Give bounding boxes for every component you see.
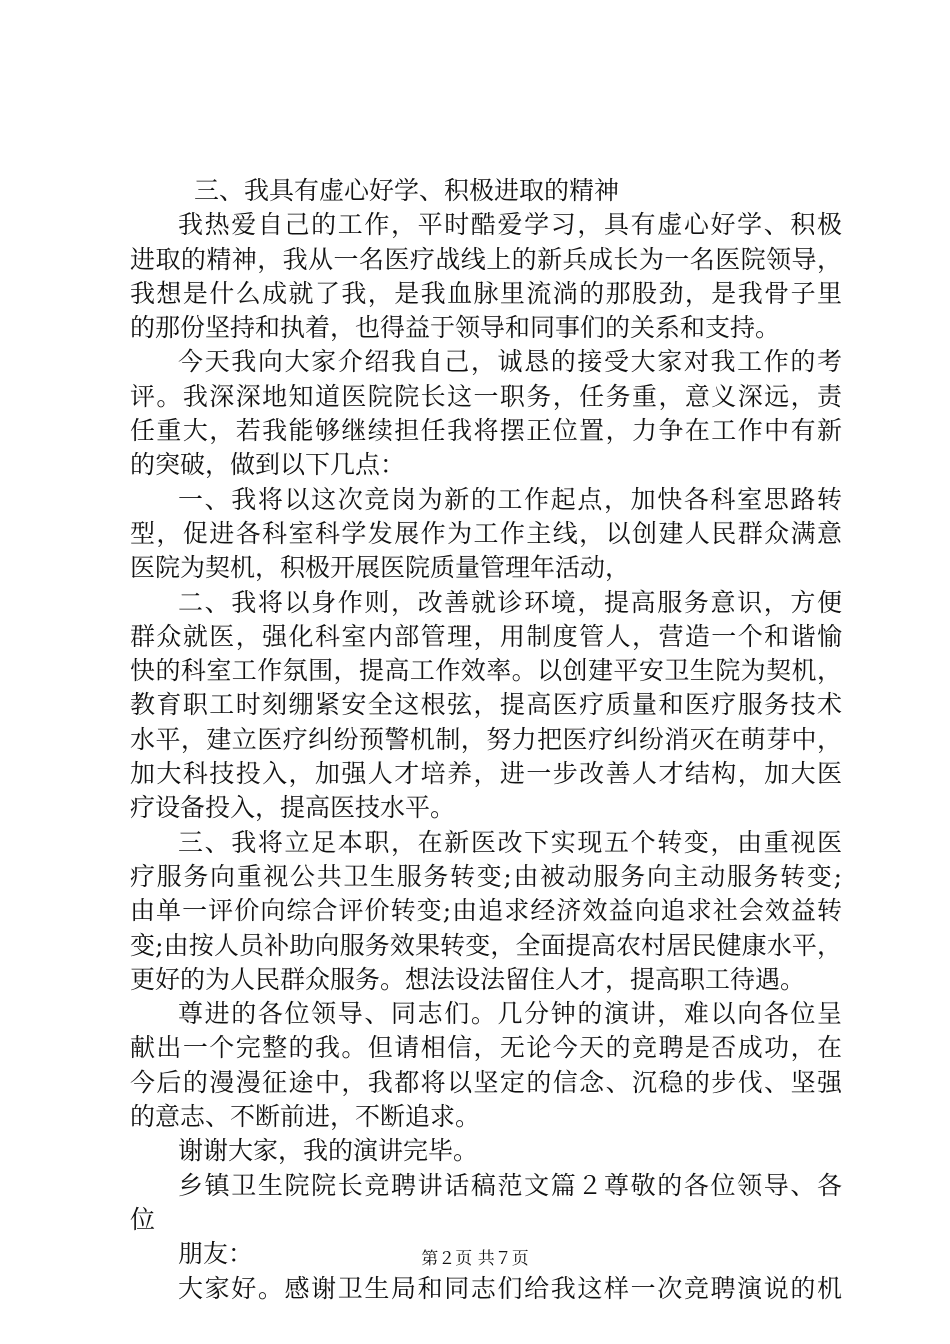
text-line: 任重大，若我能够继续担任我将摆正位置，力争在工作中有新	[130, 416, 842, 446]
text-line: 变;由按人员补助向服务效果转变，全面提高农村居民健康水平，	[130, 930, 842, 960]
text-line: 教育职工时刻绷紧安全这根弦，提高医疗质量和医疗服务技术	[130, 690, 842, 720]
text-line: 由单一评价向综合评价转变;由追求经济效益向追求社会效益转	[130, 896, 842, 926]
text-line: 乡镇卫生院院长竞聘讲话稿范文篇２尊敬的各位领导、各	[178, 1170, 842, 1200]
text-line: 献出一个完整的我。但请相信，无论今天的竞聘是否成功，在	[130, 1033, 842, 1063]
text-line: 的那份坚持和执着，也得益于领导和同事们的关系和支持。	[130, 313, 781, 343]
document-body	[130, 174, 842, 1306]
text-line: 我想是什么成就了我，是我血脉里流淌的那股劲，是我骨子里	[130, 278, 842, 308]
text-line: 三、我将立足本职，在新医改下实现五个转变，由重视医	[178, 827, 842, 857]
text-line: 尊进的各位领导、同志们。几分钟的演讲，难以向各位呈	[178, 999, 842, 1029]
text-line: 今天我向大家介绍我自己，诚恳的接受大家对我工作的考	[178, 347, 842, 377]
text-line: 谢谢大家，我的演讲完毕。	[178, 1136, 479, 1166]
text-line: 水平，建立医疗纠纷预警机制，努力把医疗纠纷消灭在萌芽中，	[130, 724, 842, 754]
text-line: 的突破，做到以下几点：	[130, 450, 406, 480]
text-line: 疗服务向重视公共卫生服务转变;由被动服务向主动服务转变;	[130, 861, 842, 891]
text-line: 加大科技投入，加强人才培养，进一步改善人才结构，加大医	[130, 759, 842, 789]
text-line: 我热爱自己的工作，平时酷爱学习，具有虚心好学、积极	[178, 210, 842, 240]
text-line: 快的科室工作氛围，提高工作效率。以创建平安卫生院为契机，	[130, 656, 842, 686]
page-number-footer: 第２页 共７页	[421, 1249, 529, 1269]
text-line: 今后的漫漫征途中，我都将以坚定的信念、沉稳的步伐、坚强	[130, 1067, 842, 1097]
text-line: 更好的为人民群众服务。想法设法留住人才，提高职工待遇。	[130, 964, 806, 994]
text-line: 一、我将以这次竞岗为新的工作起点，加快各科室思路转	[178, 484, 842, 514]
text-line: 三、我具有虚心好学、积极进取的精神	[194, 176, 620, 205]
text-line: 疗设备投入，提高医技水平。	[130, 793, 456, 823]
text-line: 型，促进各科室科学发展作为工作主线，以创建人民群众满意	[130, 518, 842, 548]
text-line: 二、我将以身作则，改善就诊环境，提高服务意识，方便	[178, 587, 842, 617]
text-line: 评。我深深地知道医院院长这一职务，任务重，意义深远，责	[130, 381, 842, 411]
text-line: 群众就医，强化科室内部管理，用制度管人，营造一个和谐愉	[130, 621, 842, 651]
text-line: 医院为契机，积极开展医院质量管理年活动，	[130, 553, 631, 583]
text-line: 朋友：	[178, 1239, 254, 1269]
text-line: 位	[130, 1204, 156, 1234]
text-line: 的意志、不断前进，不断追求。	[130, 1102, 481, 1132]
text-line: 进取的精神，我从一名医疗战线上的新兵成长为一名医院领导，	[130, 244, 842, 274]
text-line: 大家好。感谢卫生局和同志们给我这样一次竞聘演说的机	[178, 1273, 842, 1303]
